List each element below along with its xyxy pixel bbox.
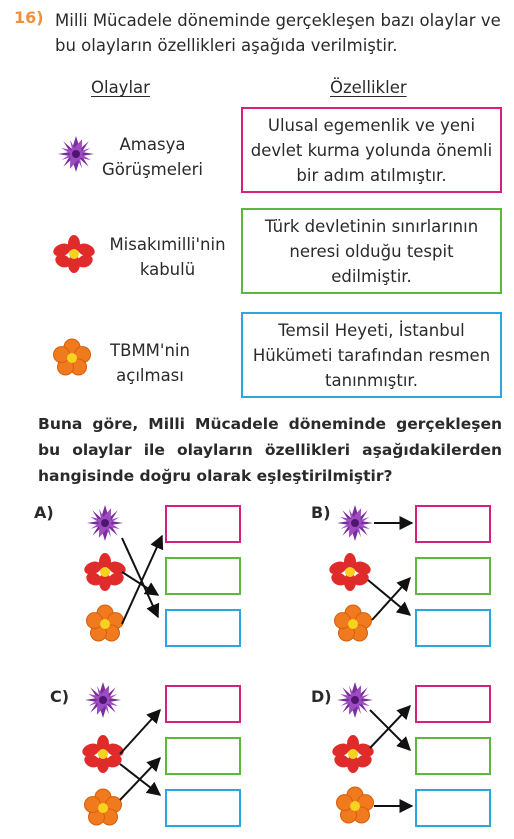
- feature-text-2: Türk devletinin sınırlarının neresi olduğu tespit edilmiştir.: [264, 216, 479, 286]
- purple-flower-icon: [82, 679, 124, 721]
- option-d-label[interactable]: D): [311, 687, 332, 706]
- red-flower-icon: [330, 735, 375, 773]
- option-a-diagram[interactable]: [70, 498, 250, 650]
- events-header: Olaylar: [91, 78, 150, 97]
- option-c-diagram[interactable]: [70, 678, 250, 834]
- orange-flower-icon: [85, 789, 122, 825]
- orange-flower-icon: [337, 787, 374, 823]
- purple-flower-icon: [57, 135, 95, 173]
- event-amasya: Amasya Görüşmeleri: [101, 135, 204, 179]
- features-header: Özellikler: [330, 78, 407, 97]
- option-b-label[interactable]: B): [311, 503, 331, 522]
- question-number: 16): [14, 8, 44, 27]
- option-a-label[interactable]: A): [34, 503, 54, 522]
- event-misakimilli: Misakımilli'nin kabulü: [109, 235, 226, 279]
- red-flower-icon: [82, 553, 127, 591]
- feature-text-3: Temsil Heyeti, İstanbul Hükümeti tarafından resmen tanınmıştır.: [252, 320, 491, 390]
- option-c-label[interactable]: C): [50, 687, 70, 706]
- red-flower-icon: [327, 553, 372, 591]
- feature-text-1: Ulusal egemenlik ve yeni devlet kurma yolunda önemli bir adım atılmıştır.: [250, 115, 493, 185]
- orange-flower-icon: [87, 605, 124, 641]
- question-prompt: Buna göre, Milli Mücadele döneminde gerçekleşen bu olaylar ile olayların özellikleri aşağıdakilerden hangisinde doğru olarak eşleştirilmiştir?: [38, 415, 502, 485]
- red-flower-icon: [52, 236, 96, 272]
- option-d-diagram[interactable]: [320, 678, 500, 834]
- purple-flower-icon: [334, 679, 376, 721]
- feature-box-1: [241, 107, 502, 193]
- orange-flower-icon: [335, 605, 372, 641]
- orange-flower-icon: [52, 338, 92, 378]
- feature-box-3: [241, 312, 502, 398]
- red-flower-icon: [80, 735, 125, 773]
- option-b-diagram[interactable]: [320, 498, 500, 650]
- event-tbmm: TBMM'nin açılması: [110, 341, 190, 385]
- purple-flower-icon: [334, 502, 376, 544]
- purple-flower-icon: [84, 502, 126, 544]
- feature-box-2: [241, 208, 502, 294]
- question-stem: Milli Mücadele döneminde gerçekleşen bazı olaylar ve bu olayların özellikleri aşağıda verilmiştir.: [55, 11, 501, 55]
